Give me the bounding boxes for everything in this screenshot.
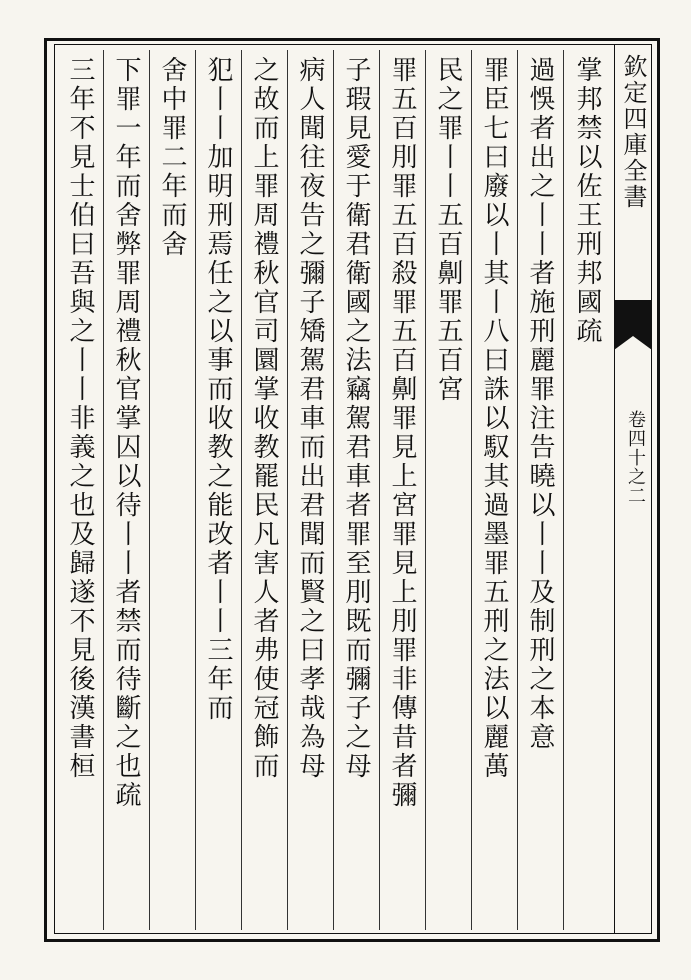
main-text [58,50,610,930]
text-column: 下罪一年而舍弊罪周禮秋官掌囚以待丨丨者禁而待斷之也疏 [104,50,150,930]
book-title: 欽定四庫全書 [619,54,647,210]
text-column: 犯丨丨加明刑焉任之以事而收教之能改者丨丨三年而 [196,50,242,930]
text-column: 病人聞往夜告之彌子矯駕君車而出君聞而賢之曰孝哉為母 [288,50,334,930]
text-column: 掌邦禁以佐王刑邦國疏 [572,56,602,346]
text-column: 過悞者出之丨丨者施刑麗罪注告曉以丨丨及制刑之本意 [518,50,564,930]
text-column: 民之罪丨丨五百劓罪五百宮 [426,50,472,930]
fishtail-mark [614,300,652,336]
text-column: 子瑕見愛于衛君衛國之法竊駕君車者罪至刖既而彌子之母 [334,50,380,930]
text-column: 罪臣七曰廢以丨其丨八曰誅以馭其過墨罪五刑之法以麗萬 [472,50,518,930]
volume-label: 卷四十之二 [625,410,646,505]
text-column: 舍中罪二年而舍 [150,50,196,930]
text-column: 之故而上罪周禮秋官司圜掌收教罷民凡害人者弗使冠飾而 [242,50,288,930]
text-column: 三年不見士伯曰吾與之丨丨非義之也及歸遂不見後漢書桓 [58,50,104,930]
text-column: 罪五百刖罪五百殺罪五百劓罪見上宮罪見上刖罪非傳昔者彌 [380,50,426,930]
